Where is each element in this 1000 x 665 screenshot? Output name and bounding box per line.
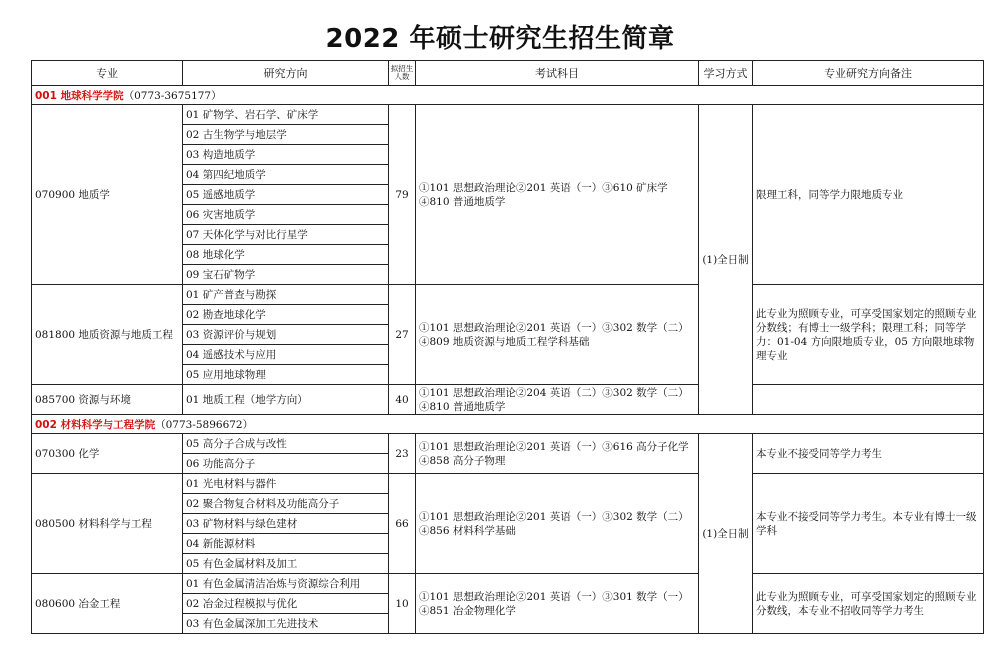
plan-cell: 40 (389, 385, 416, 415)
direction-cell: 06 功能高分子 (183, 454, 389, 474)
direction-cell: 04 新能源材料 (183, 534, 389, 554)
exam-cell: ①101 思想政治理论②201 英语（一）③616 高分子化学④858 高分子物理 (416, 434, 699, 474)
direction-cell: 06 灾害地质学 (183, 205, 389, 225)
header-exam: 考试科目 (416, 61, 699, 86)
direction-cell: 07 天体化学与对比行星学 (183, 225, 389, 245)
remark-cell (753, 385, 984, 415)
major-cell: 070300 化学 (32, 434, 183, 474)
direction-cell: 02 聚合物复合材料及功能高分子 (183, 494, 389, 514)
direction-cell: 01 地质工程（地学方向） (183, 385, 389, 415)
header-major: 专业 (32, 61, 183, 86)
direction-cell: 03 构造地质学 (183, 145, 389, 165)
major-cell: 080600 冶金工程 (32, 574, 183, 634)
major-cell: 070900 地质学 (32, 105, 183, 285)
plan-cell: 66 (389, 474, 416, 574)
table-row (32, 434, 984, 454)
exam-cell: ①101 思想政治理论②201 英语（一）③610 矿床学④810 普通地质学 (416, 105, 699, 285)
admission-table (31, 60, 984, 634)
remark-cell: 本专业不接受同等学力考生。本专业有博士一级学科 (753, 474, 984, 574)
direction-cell: 05 有色金属材料及加工 (183, 554, 389, 574)
table-row (32, 285, 984, 305)
exam-cell: ①101 思想政治理论②201 英语（一）③302 数学（二）④809 地质资源与地质工程学科基础 (416, 285, 699, 385)
exam-cell: ①101 思想政治理论②201 英语（一）③301 数学（一）④851 冶金物理化学 (416, 574, 699, 634)
direction-cell: 03 矿物材料与绿色建材 (183, 514, 389, 534)
header-direction: 研究方向 (183, 61, 389, 86)
direction-cell: 02 古生物学与地层学 (183, 125, 389, 145)
direction-cell: 09 宝石矿物学 (183, 265, 389, 285)
school-phone: （0773-5896672） (155, 418, 254, 431)
header-plan: 拟招生人数 (389, 61, 416, 86)
major-cell: 081800 地质资源与地质工程 (32, 285, 183, 385)
exam-cell: ①101 思想政治理论②201 英语（一）③302 数学（二）④856 材料科学基础 (416, 474, 699, 574)
direction-cell: 01 有色金属清洁冶炼与资源综合利用 (183, 574, 389, 594)
remark-cell: 限理工科，同等学力限地质专业 (753, 105, 984, 285)
remark-cell: 本专业不接受同等学力考生 (753, 434, 984, 474)
remark-cell: 此专业为照顾专业，可享受国家划定的照顾专业分数线，本专业不招收同等学力考生 (753, 574, 984, 634)
school-row (32, 86, 984, 105)
header-remark: 专业研究方向备注 (753, 61, 984, 86)
table-row (32, 574, 984, 594)
plan-cell: 27 (389, 285, 416, 385)
direction-cell: 02 勘查地球化学 (183, 305, 389, 325)
plan-cell: 79 (389, 105, 416, 285)
major-cell: 085700 资源与环境 (32, 385, 183, 415)
plan-cell: 23 (389, 434, 416, 474)
plan-cell: 10 (389, 574, 416, 634)
direction-cell: 05 高分子合成与改性 (183, 434, 389, 454)
direction-cell: 04 遥感技术与应用 (183, 345, 389, 365)
table-row (32, 105, 984, 125)
direction-cell: 02 冶金过程模拟与优化 (183, 594, 389, 614)
direction-cell: 08 地球化学 (183, 245, 389, 265)
major-cell: 080500 材料科学与工程 (32, 474, 183, 574)
exam-cell: ①101 思想政治理论②204 英语（二）③302 数学（二）④810 普通地质学 (416, 385, 699, 415)
table-row (32, 474, 984, 494)
school-name: 002 材料科学与工程学院 (35, 418, 156, 431)
direction-cell: 01 矿物学、岩石学、矿床学 (183, 105, 389, 125)
page-title: 2022 年硕士研究生招生简章 (325, 24, 675, 54)
direction-cell: 03 有色金属深加工先进技术 (183, 614, 389, 634)
direction-cell: 05 遥感地质学 (183, 185, 389, 205)
header-row (32, 61, 984, 86)
mode-cell: (1)全日制 (699, 434, 753, 634)
table-row (32, 385, 984, 415)
mode-cell: (1)全日制 (699, 105, 753, 415)
header-mode: 学习方式 (699, 61, 753, 86)
direction-cell: 03 资源评价与规划 (183, 325, 389, 345)
school-name: 001 地球科学学院 (35, 89, 124, 102)
school-row (32, 415, 984, 434)
direction-cell: 01 光电材料与器件 (183, 474, 389, 494)
direction-cell: 01 矿产普查与勘探 (183, 285, 389, 305)
remark-cell: 此专业为照顾专业，可享受国家划定的照顾专业分数线；有博士一级学科；限理工科；同等学力：01-04 方向限地质专业，05 方向限地球物理专业 (753, 285, 984, 385)
direction-cell: 04 第四纪地质学 (183, 165, 389, 185)
direction-cell: 05 应用地球物理 (183, 365, 389, 385)
school-phone: （0773-3675177） (123, 89, 222, 102)
